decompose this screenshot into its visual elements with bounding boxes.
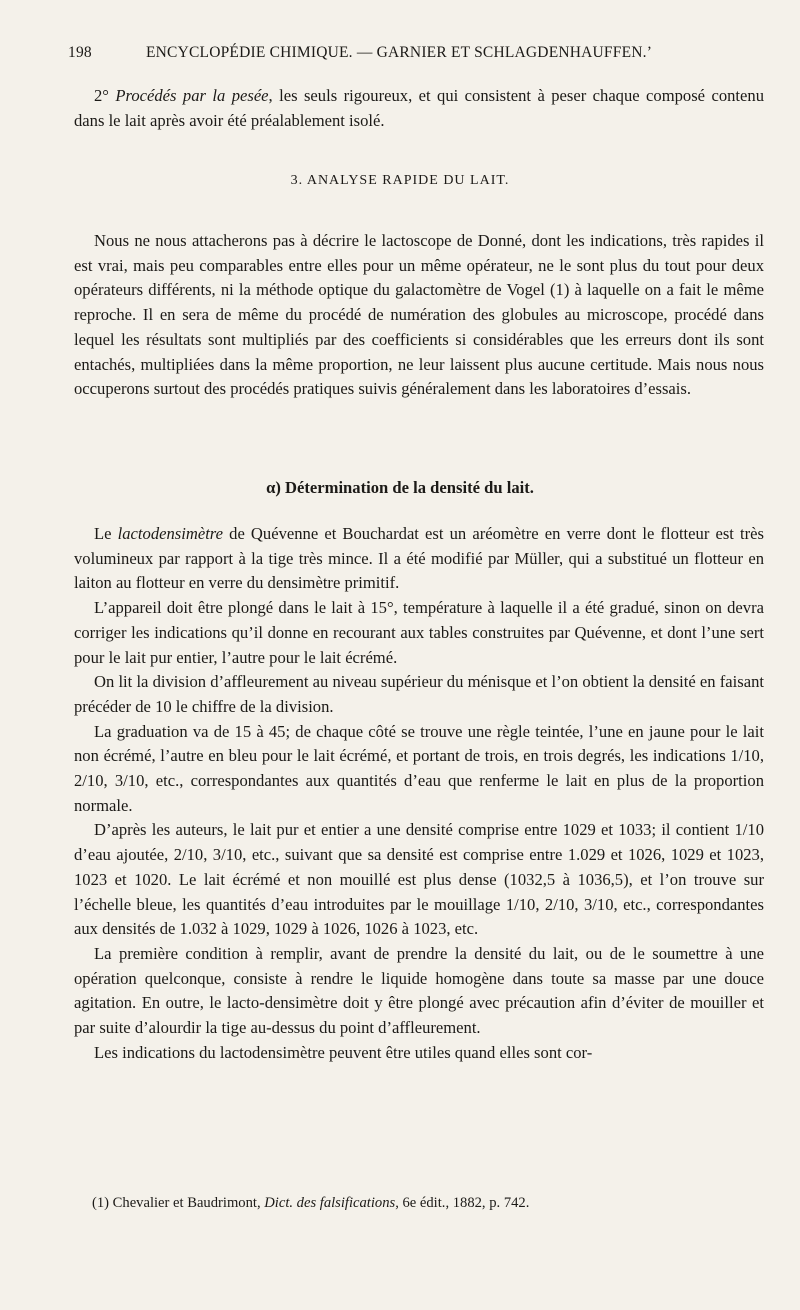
density-paragraph-2: L’appareil doit être plongé dans le lait à 15°, température à laquelle il a été gradué, sinon on devra corriger les indications qu’il donne en recourant aux tables construites par Quévenne, et dont l’une sert pour le lait pur entier, l’autre pour le lait écrémé. — [74, 598, 764, 667]
subsection-heading: α) Détermination de la densité du lait. — [266, 478, 534, 497]
footnote: (1) Chevalier et Baudrimont, Dict. des falsifications, 6e édit., 1882, p. 742. — [92, 1195, 530, 1211]
intro-block — [74, 84, 764, 133]
running-title: ENCYCLOPÉDIE CHIMIQUE. — GARNIER ET SCHLAGDENHAUFFEN.’ — [146, 44, 653, 61]
density-paragraph-7: Les indications du lactodensimètre peuvent être utiles quand elles sont cor- — [94, 1042, 593, 1062]
intro-paragraph: 2° Procédés par la pesée, les seuls rigoureux, et qui consistent à peser chaque composé contenu dans le lait après avoir été préalablement isolé. — [74, 86, 764, 130]
density-paragraph-3: On lit la division d’affleurement au niveau supérieur du ménisque et l’on obtient la densité en faisant précéder de 10 le chiffre de la division. — [74, 672, 764, 716]
density-paragraph-6: La première condition à remplir, avant de prendre la densité du lait, ou de le soumettre à une opération quelconque, consiste à rendre le liquide homogène dans toute sa masse par une douce agitation. En outre, le lacto-densimètre doit y être plongé avec précaution afin d’éviter de mouiller et par suite d’alourdir la tige au-dessus du point d’affleurement. — [74, 943, 764, 1038]
density-paragraph-4: La graduation va de 15 à 45; de chaque côté se trouve une règle teintée, l’une en jaune pour le lait non écrémé, l’autre en bleu pour le lait écrémé, et portant de trois, en trois degrés, les indications 1/10, 2/10, 3/10, etc., correspondantes aux quantités d’eau que renferme le lait en plus de la proportion normale. — [74, 721, 764, 815]
section-body — [74, 229, 764, 402]
section-paragraph: Nous ne nous attacherons pas à décrire le lactoscope de Donné, dont les indications, très rapides il est vrai, mais peu comparables entre elles pour un même opérateur, ne le sont plus du tout pour deux opérateurs différents, ni la méthode optique du galactomètre de Vogel (1) à laquelle on a fait le même reproche. Il en sera de même du procédé de numération des globules au microscope, procédé dans lequel les résultats sont multipliés par des coefficients si considérables que les erreurs dont ils sont entachés, multipliées dans la même proportion, ne leur laissent plus aucune certitude. Mais nous nous occuperons surtout des procédés pratiques suivis généralement dans les laboratoires d’essais. — [74, 231, 764, 399]
density-paragraph-1: Le lactodensimètre de Quévenne et Bouchardat est un aréomètre en verre dont le flotteur est très volumineux par rapport à la tige très mince. Il a été modifié par Müller, qui a substitué un flotteur en laiton au flotteur en verre du densimètre primitif. — [74, 524, 764, 593]
page-number: 198 — [68, 44, 92, 61]
density-paragraph-5: D’après les auteurs, le lait pur et entier a une densité comprise entre 1029 et 1033; il contient 1/10 d’eau ajoutée, 2/10, 3/10, etc., suivant que sa densité est comprise entre 1.029 et 1026, 1029 et 1023, 1023 et 1020. Le lait écrémé et non mouillé est plus dense (1032,5 à 1036,5), et l’on trouve sur l’échelle bleue, les quantités d’eau introduites par le mouillage 1/10, 2/10, 3/10, etc., correspondantes aux densités de 1.032 à 1029, 1029 à 1026, 1026 à 1023, etc. — [74, 820, 764, 939]
section-heading: 3. ANALYSE RAPIDE DU LAIT. — [290, 173, 510, 188]
intro-emphasis: Procédés par la pesée — [115, 86, 269, 105]
footnote-title: Dict. des falsifications — [264, 1195, 396, 1211]
lactodensimetre-term: lactodensimètre — [117, 524, 224, 543]
density-body — [74, 522, 764, 1065]
